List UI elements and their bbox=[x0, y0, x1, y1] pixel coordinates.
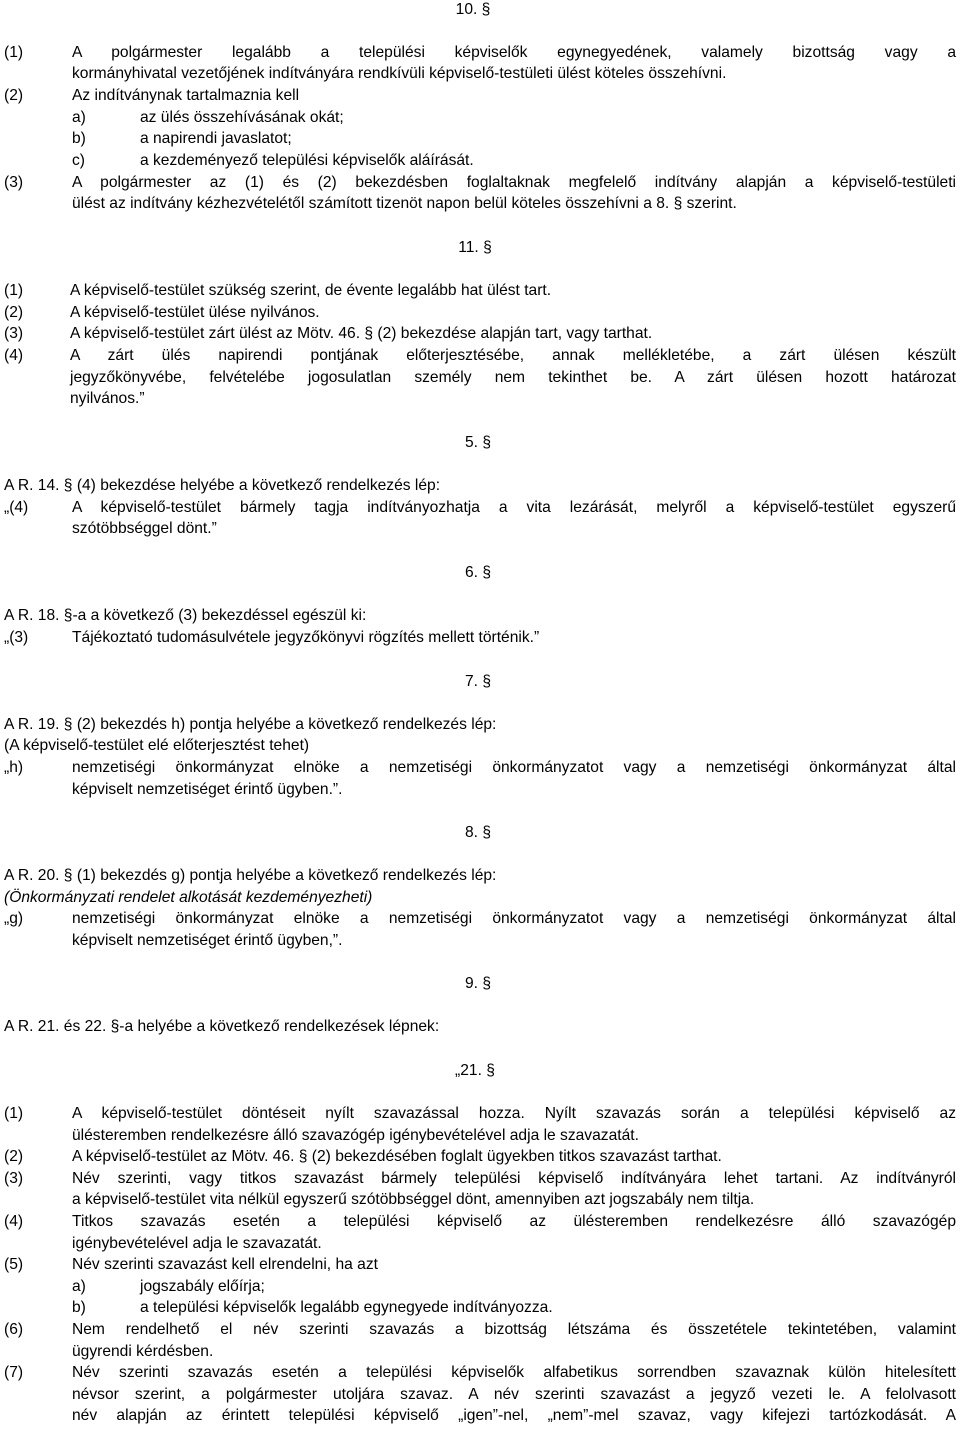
paragraph-line: Név szerinti szavazás esetén a települési képviselők alfabetikus sorrendben szavaznak külön hitelesített bbox=[72, 1364, 956, 1381]
paragraph-line: A zárt ülés napirendi pontjának előterjesztésébe, annak mellékletébe, a zárt ülésen készült bbox=[70, 347, 956, 364]
paragraph-number: (4) bbox=[4, 1213, 24, 1230]
subsection-heading-21: „21. § bbox=[455, 1062, 495, 1079]
section-heading-7: 7. § bbox=[464, 673, 491, 690]
paragraph-line: Tájékoztató tudomásulvétele jegyzőkönyvi rögzítés mellett történik.” bbox=[72, 629, 540, 646]
section-heading-11: 11. § bbox=[458, 239, 492, 256]
paragraph-number: (6) bbox=[4, 1321, 24, 1338]
paragraph-number: (1) bbox=[4, 1105, 24, 1122]
paragraph-line: ügyrendi kérdésben. bbox=[72, 1343, 214, 1360]
paragraph-line: nyilvános.” bbox=[70, 390, 145, 407]
paragraph-line: jegyzőkönyvébe, felvételébe jogosulatlan személy nem tekinthet be. A zárt ülésen hozott határozat bbox=[70, 369, 956, 386]
paragraph-line: kormányhivatal vezetőjének indítványára rendkívüli képviselő-testületi ülést köteles összehívni. bbox=[72, 65, 727, 82]
amendment-intro: A R. 20. § (1) bekezdés g) pontja helyébe a következő rendelkezés lép: bbox=[4, 867, 497, 884]
amendment-context: (Önkormányzati rendelet alkotását kezdeményezheti) bbox=[4, 889, 373, 906]
paragraph-number: (2) bbox=[4, 87, 24, 104]
section-heading-10: 10. § bbox=[455, 1, 491, 18]
paragraph-number: „(4) bbox=[4, 499, 29, 516]
point-letter: c) bbox=[72, 152, 85, 169]
paragraph-line: szótöbbséggel dönt.” bbox=[72, 520, 217, 537]
paragraph-line: A képviselő-testület zárt ülést az Mötv. 46. § (2) bekezdése alapján tart, vagy tarthat. bbox=[70, 325, 653, 342]
paragraph-line: névsor szerint, a polgármester utoljára szavaz. A név szerinti szavazást a jegyző vezeti le. A felolvasott bbox=[72, 1386, 956, 1403]
amendment-intro: A R. 21. és 22. §-a helyébe a következő rendelkezések lépnek: bbox=[4, 1018, 440, 1035]
section-heading-5: 5. § bbox=[464, 434, 491, 451]
paragraph-line: A képviselő-testület ülése nyilvános. bbox=[70, 304, 320, 321]
amendment-intro: A R. 18. §-a a következő (3) bekezdéssel egészül ki: bbox=[4, 607, 367, 624]
point-text: az ülés összehívásának okát; bbox=[140, 109, 344, 126]
paragraph-line: A polgármester legalább a települési képviselők egynegyedének, valamely bizottság vagy a bbox=[72, 44, 956, 61]
paragraph-line: Nem rendelhető el név szerinti szavazás a bizottság létszáma és összetétele tekintetében, valamint bbox=[72, 1321, 956, 1338]
paragraph-line: A képviselő-testület szükség szerint, de évente legalább hat ülést tart. bbox=[70, 282, 552, 299]
point-text: a napirendi javaslatot; bbox=[140, 130, 292, 147]
paragraph-number: (4) bbox=[4, 347, 24, 364]
paragraph-line: ülésteremben rendelkezésre álló szavazógép igénybevételével adja le szavazatát. bbox=[72, 1127, 639, 1144]
paragraph-number: (7) bbox=[4, 1364, 24, 1381]
paragraph-line: A képviselő-testület az Mötv. 46. § (2) bekezdésében foglalt ügyekben titkos szavazást tarthat. bbox=[72, 1148, 722, 1165]
paragraph-number: (3) bbox=[4, 325, 24, 342]
paragraph-line: A képviselő-testület döntéseit nyílt szavazással hozza. Nyílt szavazás során a települési képviselő az bbox=[72, 1105, 956, 1122]
amendment-intro: A R. 14. § (4) bekezdése helyébe a következő rendelkezés lép: bbox=[4, 477, 441, 494]
paragraph-number: (3) bbox=[4, 1170, 24, 1187]
point-letter: b) bbox=[72, 130, 86, 147]
section-heading-8: 8. § bbox=[464, 824, 491, 841]
paragraph-line: képviselt nemzetiséget érintő ügyben,”. bbox=[72, 932, 343, 949]
paragraph-line: Titkos szavazás esetén a települési képviselő az ülésteremben rendelkezésre álló szavazógép bbox=[72, 1213, 956, 1230]
amendment-context: (A képviselő-testület elé előterjesztést tehet) bbox=[4, 737, 310, 754]
point-letter: b) bbox=[72, 1299, 86, 1316]
paragraph-number: (2) bbox=[4, 1148, 24, 1165]
paragraph-line: képviselt nemzetiséget érintő ügyben.”. bbox=[72, 781, 343, 798]
paragraph-line: A képviselő-testület bármely tagja indítványozhatja a vita lezárását, melyről a képviselő-testület egyszerű bbox=[72, 499, 956, 516]
section-heading-6: 6. § bbox=[464, 564, 491, 581]
point-letter: „g) bbox=[4, 910, 24, 927]
amendment-intro: A R. 19. § (2) bekezdés h) pontja helyébe a következő rendelkezés lép: bbox=[4, 716, 497, 733]
paragraph-number: (2) bbox=[4, 304, 24, 321]
point-text: a kezdeményező települési képviselők aláírását. bbox=[140, 152, 474, 169]
paragraph-line: a képviselő-testület vita nélkül egyszerű szótöbbséggel dönt, amennyiben azt jogszabály nem tiltja. bbox=[72, 1191, 755, 1208]
paragraph-line: igénybevételével adja le szavazatát. bbox=[72, 1235, 322, 1252]
point-text: jogszabály előírja; bbox=[140, 1278, 265, 1295]
point-text: a települési képviselők legalább egynegyede indítványozza. bbox=[140, 1299, 553, 1316]
paragraph-number: (1) bbox=[4, 44, 24, 61]
paragraph-line: név alapján az érintett települési képviselő „igen”-nel, „nem”-mel szavaz, vagy kifejezi tartózkodását. A bbox=[72, 1407, 956, 1424]
paragraph-line: Név szerinti szavazást kell elrendelni, ha azt bbox=[72, 1256, 378, 1273]
paragraph-number: (5) bbox=[4, 1256, 24, 1273]
point-letter: a) bbox=[72, 1278, 86, 1295]
paragraph-number: „(3) bbox=[4, 629, 29, 646]
paragraph-line: A polgármester az (1) és (2) bekezdésben foglaltaknak megfelelő indítvány alapján a képviselő-testületi bbox=[72, 174, 956, 191]
section-heading-9: 9. § bbox=[464, 975, 491, 992]
paragraph-number: (1) bbox=[4, 282, 24, 299]
paragraph-number: (3) bbox=[4, 174, 24, 191]
paragraph-line: nemzetiségi önkormányzat elnöke a nemzetiségi önkormányzatot vagy a nemzetiségi önkormányzat által bbox=[72, 759, 956, 776]
paragraph-line: Az indítványnak tartalmaznia kell bbox=[72, 87, 300, 104]
point-letter: „h) bbox=[4, 759, 24, 776]
paragraph-line: ülést az indítvány kézhezvételétől számított tizenöt napon belül köteles összehívni a 8. § szerint. bbox=[72, 195, 737, 212]
paragraph-line: nemzetiségi önkormányzat elnöke a nemzetiségi önkormányzatot vagy a nemzetiségi önkormányzat által bbox=[72, 910, 956, 927]
paragraph-line: Név szerinti, vagy titkos szavazást bármely települési képviselő indítványára lehet tartani. Az indítványról bbox=[72, 1170, 956, 1187]
point-letter: a) bbox=[72, 109, 86, 126]
